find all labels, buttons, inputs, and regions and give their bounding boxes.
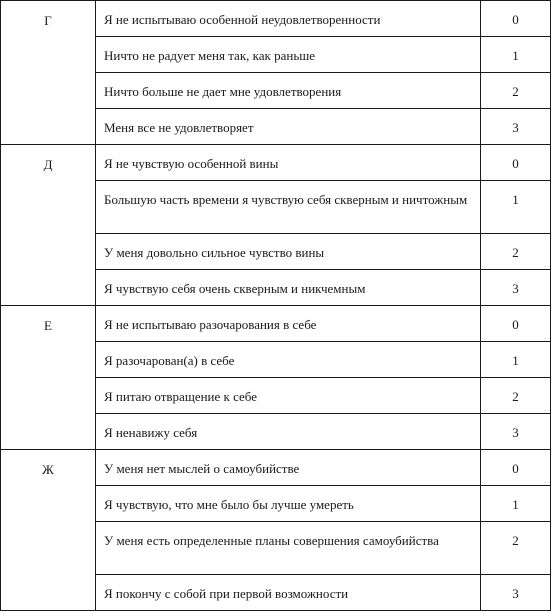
- score-value: 1: [481, 486, 551, 522]
- score-value: 2: [481, 234, 551, 270]
- score-value: 0: [481, 145, 551, 181]
- score-value: 1: [481, 37, 551, 73]
- table-row: [1, 1, 551, 37]
- table-row: [1, 145, 551, 181]
- statement-text: Я ненавижу себя: [96, 414, 481, 450]
- score-value: 1: [481, 181, 551, 234]
- group-letter: Е: [1, 306, 96, 450]
- statement-text: Я чувствую, что мне было бы лучше умереть: [96, 486, 481, 522]
- statement-text: У меня нет мыслей о самоубийстве: [96, 450, 481, 486]
- score-value: 2: [481, 73, 551, 109]
- questionnaire-body: [1, 1, 551, 611]
- statement-text: Большую часть времени я чувствую себя скверным и ничтожным: [96, 181, 481, 234]
- score-value: 0: [481, 450, 551, 486]
- statement-text: Я чувствую себя очень скверным и никчемным: [96, 270, 481, 306]
- score-value: 2: [481, 522, 551, 575]
- score-value: 0: [481, 1, 551, 37]
- score-value: 3: [481, 109, 551, 145]
- statement-text: Я разочарован(а) в себе: [96, 342, 481, 378]
- group-letter: Д: [1, 145, 96, 306]
- statement-text: Я питаю отвращение к себе: [96, 378, 481, 414]
- score-value: 3: [481, 414, 551, 450]
- statement-text: Ничто не радует меня так, как раньше: [96, 37, 481, 73]
- table-row: [1, 450, 551, 486]
- statement-text: Меня все не удовлетворяет: [96, 109, 481, 145]
- statement-text: Я не чувствую особенной вины: [96, 145, 481, 181]
- table-row: [1, 306, 551, 342]
- score-value: 2: [481, 378, 551, 414]
- statement-text: Ничто больше не дает мне удовлетворения: [96, 73, 481, 109]
- statement-text: Я не испытываю особенной неудовлетворенности: [96, 1, 481, 37]
- group-letter: Г: [1, 1, 96, 145]
- statement-text: У меня есть определенные планы совершения самоубийства: [96, 522, 481, 575]
- statement-text: Я покончу с собой при первой возможности: [96, 575, 481, 611]
- group-letter: Ж: [1, 450, 96, 611]
- score-value: 3: [481, 575, 551, 611]
- score-value: 0: [481, 306, 551, 342]
- statement-text: У меня довольно сильное чувство вины: [96, 234, 481, 270]
- score-value: 1: [481, 342, 551, 378]
- score-value: 3: [481, 270, 551, 306]
- statement-text: Я не испытываю разочарования в себе: [96, 306, 481, 342]
